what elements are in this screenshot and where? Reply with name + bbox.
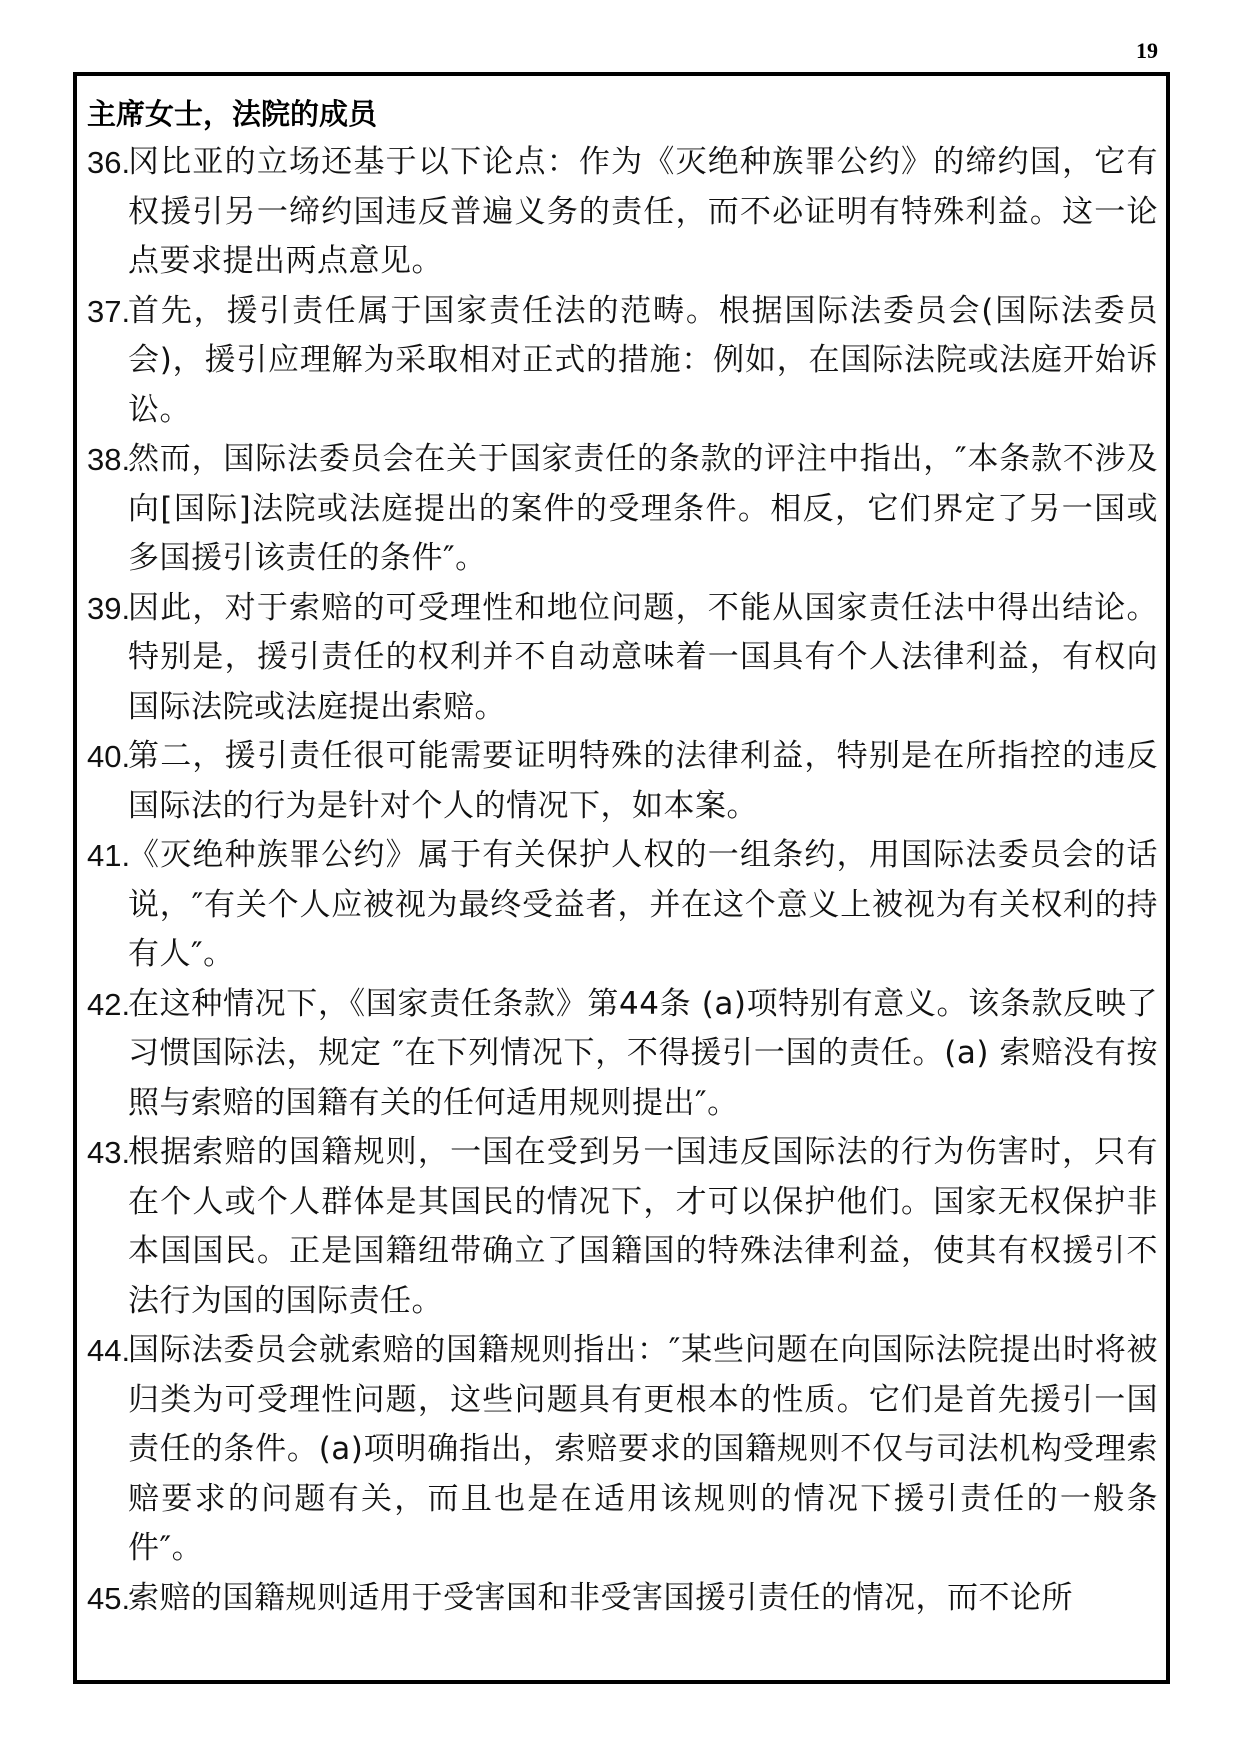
paragraph-text: 第二，援引责任很可能需要证明特殊的法律利益，特别是在所指控的违反国际法的行为是针对个人的情况下，如本案。: [128, 738, 1158, 824]
page-number: 19: [1136, 38, 1158, 63]
paragraph-number: 41.: [87, 838, 131, 873]
paragraph-text: 首先，援引责任属于国家责任法的范畴。根据国际法委员会(国际法委员会)，援引应理解为采取相对正式的措施：例如，在国际法院或法庭开始诉讼。: [128, 292, 1158, 428]
paragraph-37: [87, 287, 1158, 436]
paragraph-text: 索赔的国籍规则适用于受害国和非受害国援引责任的情况，而不论所: [128, 1579, 1073, 1616]
paragraph-36: [87, 138, 1158, 287]
paragraph-text: 根据索赔的国籍规则，一国在受到另一国违反国际法的行为伤害时，只有在个人或个人群体是其国民的情况下，才可以保护他们。国家无权保护非本国国民。正是国籍纽带确立了国籍国的特殊法律利益，使其有权援引不法行为国的国际责任。: [128, 1134, 1158, 1319]
paragraph-number: 39.: [87, 590, 131, 626]
section-heading: 主席女士，法院的成员: [87, 97, 378, 131]
paragraph-44: [87, 1326, 1158, 1574]
paragraph-text: 冈比亚的立场还基于以下论点：作为《灭绝种族罪公约》的缔约国，它有权援引另一缔约国违反普遍义务的责任，而不必证明有特殊利益。这一论点要求提出两点意见。: [128, 144, 1158, 279]
document-frame: [73, 72, 1170, 1684]
paragraph-number: 44.: [87, 1333, 131, 1368]
paragraph-text: 然而，国际法委员会在关于国家责任的条款的评注中指出，″本条款不涉及向[国际]法院或法庭提出的案件的受理条件。相反，它们界定了另一国或多国援引该责任的条件″。: [128, 441, 1158, 576]
paragraph-38: [87, 435, 1158, 584]
paragraph-text: 因此，对于索赔的可受理性和地位问题，不能从国家责任法中得出结论。特别是，援引责任的权利并不自动意味着一国具有个人法律利益，有权向国际法院或法庭提出索赔。: [128, 589, 1158, 725]
paragraph-43: [87, 1128, 1158, 1326]
paragraph-39: [87, 584, 1158, 733]
paragraph-number: 37.: [87, 293, 131, 329]
paragraph-text: 在这种情况下，《国家责任条款》第44条 (a)项特别有意义。该条款反映了习惯国际法，规定 ″在下列情况下，不得援引一国的责任。(a) 索赔没有按照与索赔的国籍有关的任何适用规则提出″。: [128, 985, 1158, 1121]
paragraph-40: [87, 732, 1158, 831]
paragraph-45: [87, 1574, 1158, 1624]
paragraph-number: 45.: [87, 1580, 131, 1616]
paragraph-text: 国际法委员会就索赔的国籍规则指出：″某些问题在向国际法院提出时将被归类为可受理性问题，这些问题具有更根本的性质。它们是首先援引一国责任的条件。(a)项明确指出，索赔要求的国籍规则不仅与司法机构受理索赔要求的问题有关，而且也是在适用该规则的情况下援引责任的一般条件″。: [128, 1332, 1158, 1566]
paragraph-number: 43.: [87, 1135, 131, 1170]
paragraph-text: 《灭绝种族罪公约》属于有关保护人权的一组条约，用国际法委员会的话说，″有关个人应被视为最终受益者，并在这个意义上被视为有关权利的持有人″。: [128, 837, 1158, 972]
paragraph-number: 42.: [87, 986, 131, 1022]
paragraph-number: 38.: [87, 442, 131, 477]
paragraph-41: [87, 831, 1158, 980]
paragraph-42: [87, 980, 1158, 1129]
paragraph-number: 36.: [87, 145, 131, 180]
paragraph-number: 40.: [87, 739, 131, 774]
